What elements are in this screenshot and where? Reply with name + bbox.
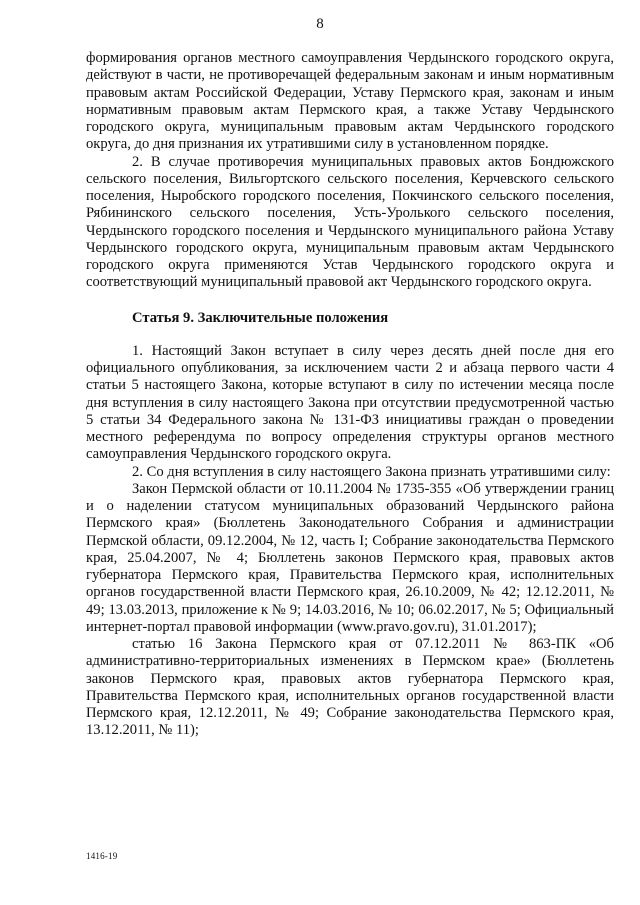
paragraph-repealed-law-2004: Закон Пермской области от 10.11.2004 № 1735-355 «Об утверждении границ и о наделении статусом муниципальных образований Чердынского района Пермского края» (Бюллетень Законодательного Собрания и администрации Пермской области, 09.12.2004, № 12, часть I; Собрание законодательства Пермского края, 25.04.2007, № 4; Бюллетень законов Пермского края, правовых актов губернатора Пермского края, Правительства Пермского края, исполнительных органов государственной власти Пермского края, 26.10.2009, № 42; 12.12.2011, № 49; 13.03.2013, приложение к № 9; 14.03.2016, № 10; 06.02.2017, № 5; Официальный интернет-портал правовой информации (www.pravo.gov.ru), 31.01.2017);	[86, 480, 614, 635]
paragraph-entry-into-force: 1. Настоящий Закон вступает в силу через десять дней после дня его официального опубликования, за исключением части 2 и абзаца первого части 4 статьи 5 настоящего Закона, которые вступают в силу по истечении месяца после дня вступления в силу настоящего Закона при отсутствии предусмотренной частью 5 статьи 34 Федерального закона № 131-ФЗ инициативы граждан о проведении местного референдума по вопросу определения структуры органов местного самоуправления Чердынского городского округа.	[86, 342, 614, 463]
page-number: 8	[316, 16, 324, 32]
paragraph-conflict-rule: 2. В случае противоречия муниципальных правовых актов Бондюжского сельского поселения, Вильгортского сельского поселения, Керчевского сельского поселения, Ныробского городского поселения, Покчинского сельского поселения, Рябининского сельского поселения, Усть-Уролького сельского поселения, Чердынского городского поселения и Чердынского муниципального района Уставу Чердынского городского округа, муниципальным правовым актам Чердынского городского округа применяются Устав Чердынского городского округа и соответствующий муниципальный правовой акт Чердынского городского округа.	[86, 153, 614, 291]
article-heading: Статья 9. Заключительные положения	[132, 309, 389, 326]
document-code: 1416-19	[86, 851, 118, 861]
paragraph-continuation: формирования органов местного самоуправления Чердынского городского округа, действуют в части, не противоречащей федеральным законам и иным нормативным правовым актам Российской Федерации, Уставу Пермского края, законам и иным нормативным правовым актам Пермского края, а также Уставу Чердынского городского округа, муниципальным правовым актам Чердынского городского округа, до дня признания их утратившими силу в установленном порядке.	[86, 50, 614, 153]
document-body	[86, 50, 614, 740]
paragraph-repealed-article-2011: статью 16 Закона Пермского края от 07.12.2011 № 863-ПК «Об административно-территориальных изменениях в Пермском крае» (Бюллетень законов Пермского края, правовых актов губернатора Пермского края, Правительства Пермского края, исполнительных органов государственной власти Пермского края, 12.12.2011, № 49; Собрание законодательства Пермского края, 13.12.2011, № 11);	[86, 636, 614, 739]
paragraph-repeal-intro: 2. Со дня вступления в силу настоящего Закона признать утратившими силу:	[132, 463, 611, 480]
